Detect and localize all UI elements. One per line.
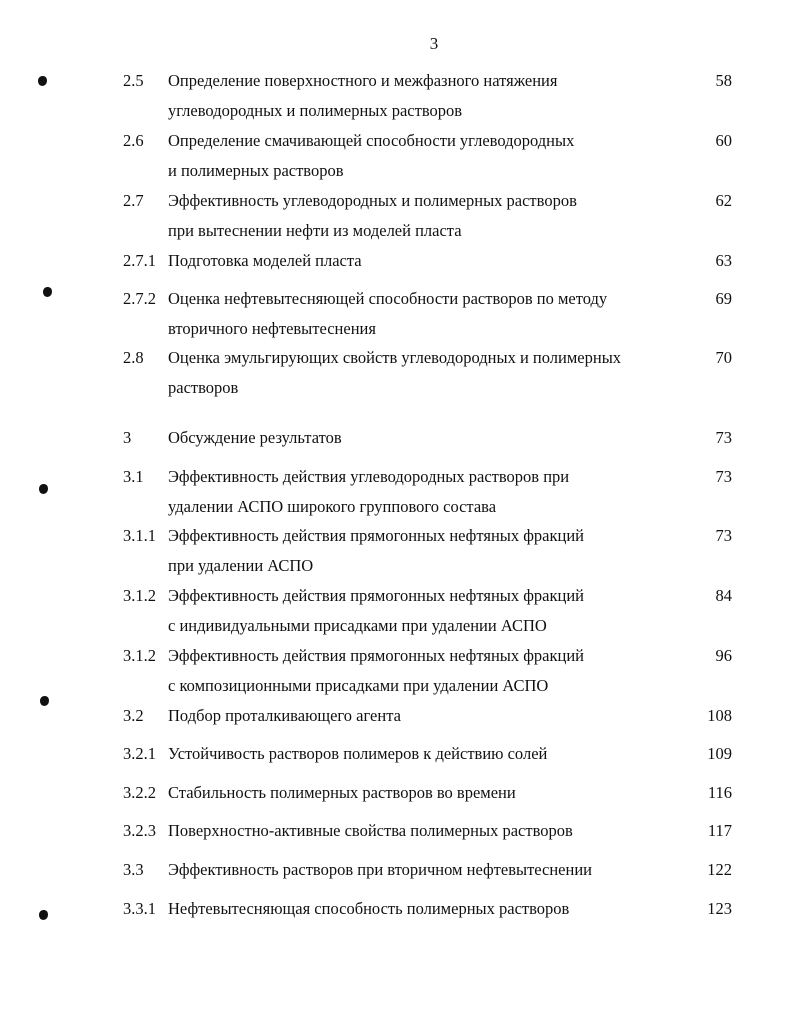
toc-title-line: Эффективность действия прямогонных нефтяных фракций [168,526,585,545]
toc-title-line: растворов [168,378,239,397]
toc-section-title [168,641,688,701]
toc-title-line: Устойчивость растворов полимеров к действию солей [168,744,548,763]
toc-section-number: 2.5 [123,71,144,90]
toc-page-number: 108 [707,706,732,725]
toc-page-number: 73 [715,526,732,545]
toc-title-line: Оценка нефтевытесняющей способности растворов по методу [168,289,608,308]
toc-section-number: 3.3.1 [123,899,156,918]
toc-page-number: 62 [715,191,732,210]
toc-page-number: 117 [707,821,732,840]
toc-page-number: 123 [707,899,732,918]
toc-page-number: 70 [715,348,732,367]
toc-section-title [168,423,688,453]
toc-section-title [168,739,688,769]
toc-page-number: 84 [715,586,732,605]
toc-section-number: 3.2.2 [123,783,156,802]
toc-section-title [168,701,688,731]
toc-page-number: 69 [715,289,732,308]
toc-section-number: 3.1.2 [123,586,156,605]
toc-title-line: Эффективность действия углеводородных растворов при [168,467,570,486]
toc-title-line: Определение смачивающей способности углеводородных [168,131,575,150]
toc-section-title [168,894,688,924]
toc-section-number: 3 [123,428,132,447]
toc-title-line: с индивидуальными присадками при удалении АСПО [168,616,547,635]
toc-page-number: 73 [715,428,732,447]
toc-title-line: удалении АСПО широкого группового состава [168,497,497,516]
toc-section-title [168,855,688,885]
toc-page-number: 109 [707,744,732,763]
toc-title-line: Обсуждение результатов [168,428,342,447]
toc-section-title [168,284,688,344]
toc-section-number: 3.2 [123,706,144,725]
toc-page-number: 63 [715,251,732,270]
toc-title-line: при вытеснении нефти из моделей пласта [168,221,462,240]
toc-section-number: 2.7 [123,191,144,210]
toc-title-line: углеводородных и полимерных растворов [168,101,463,120]
toc-section-number: 2.7.2 [123,289,156,308]
toc-section-number: 2.8 [123,348,144,367]
toc-section-number: 2.7.1 [123,251,156,270]
toc-title-line: Подбор проталкивающего агента [168,706,401,725]
toc-section-title [168,581,688,641]
toc-section-number: 3.1.1 [123,526,156,545]
toc-section-title [168,186,688,246]
toc-title-line: при удалении АСПО [168,556,314,575]
toc-title-line: и полимерных растворов [168,161,344,180]
page-number: 3 [429,34,439,53]
toc-section-title [168,66,688,126]
toc-section-number: 3.1.2 [123,646,156,665]
toc-title-line: Стабильность полимерных растворов во времени [168,783,516,802]
toc-title-line: с композиционными присадками при удалении АСПО [168,676,549,695]
toc-section-title [168,126,688,186]
toc-section-title [168,521,688,581]
toc-section-title [168,246,688,276]
toc-page-number: 96 [715,646,732,665]
toc-title-line: Подготовка моделей пласта [168,251,362,270]
toc-title-line: Эффективность углеводородных и полимерных растворов [168,191,577,210]
toc-title-line: Эффективность действия прямогонных нефтяных фракций [168,586,585,605]
toc-title-line: Эффективность растворов при вторичном нефтевытеснении [168,860,592,879]
toc-title-line: Эффективность действия прямогонных нефтяных фракций [168,646,585,665]
toc-section-number: 3.1 [123,467,144,486]
toc-section-title [168,778,688,808]
toc-section-number: 3.3 [123,860,144,879]
toc-title-line: Оценка эмульгирующих свойств углеводородных и полимерных [168,348,622,367]
toc-page-number: 122 [707,860,732,879]
toc-title-line: Нефтевытесняющая способность полимерных растворов [168,899,570,918]
toc-title-line: вторичного нефтевытеснения [168,319,376,338]
toc-section-number: 3.2.1 [123,744,156,763]
toc-page-number: 58 [715,71,732,90]
toc-page-number: 60 [715,131,732,150]
toc-section-title [168,343,688,403]
toc-section-title [168,816,688,846]
toc-section-number: 2.6 [123,131,144,150]
toc-page-number: 116 [707,783,732,802]
toc-section-number: 3.2.3 [123,821,156,840]
toc-title-line: Поверхностно-активные свойства полимерных растворов [168,821,573,840]
toc-section-title [168,462,688,522]
toc-title-line: Определение поверхностного и межфазного натяжения [168,71,558,90]
toc-page-number: 73 [715,467,732,486]
